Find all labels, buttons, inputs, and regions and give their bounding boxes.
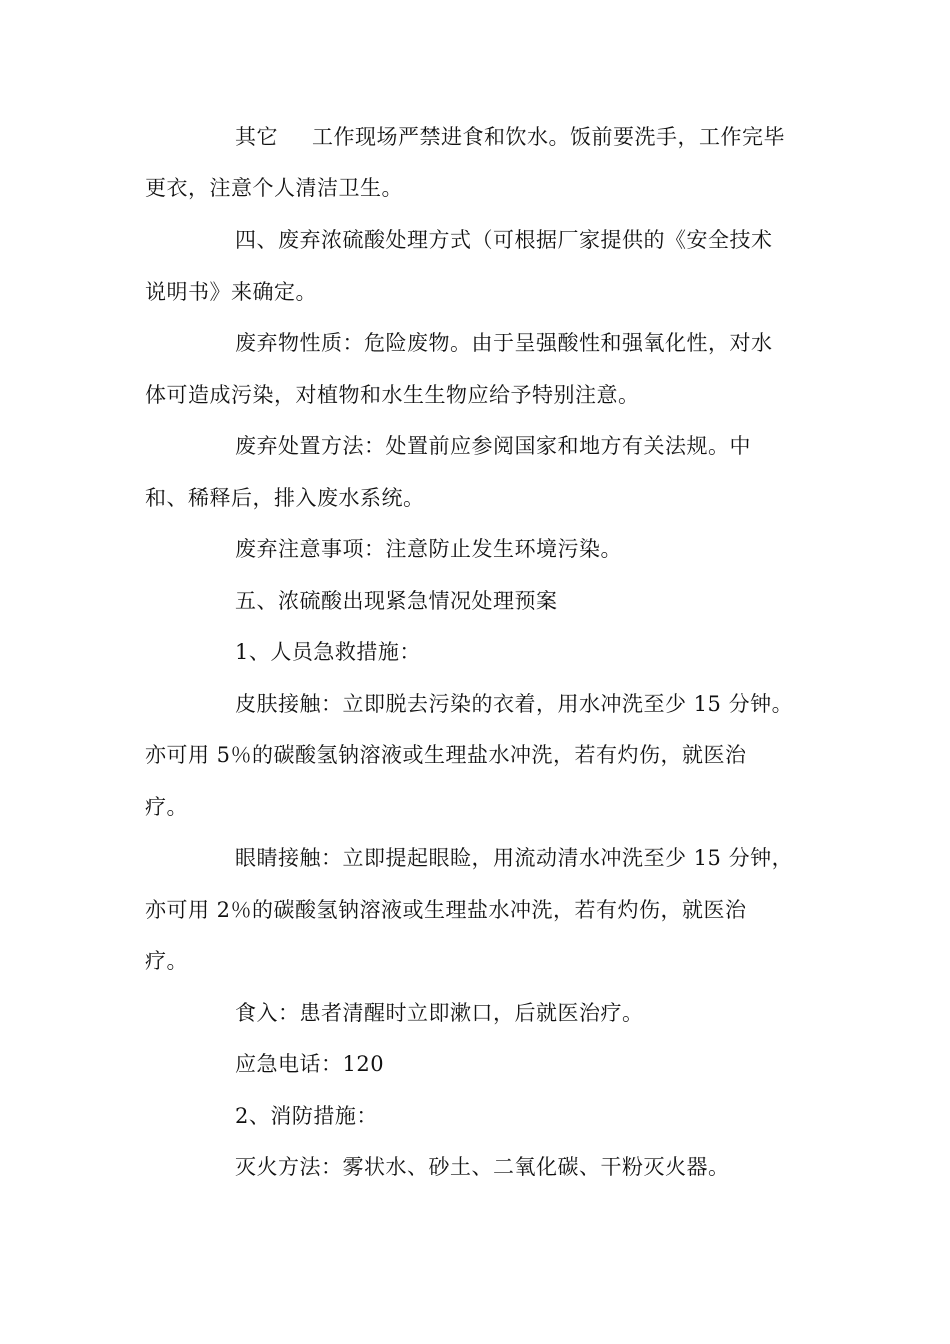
paragraph-other-line-1 <box>235 124 785 150</box>
disposal-notes-line: 废弃注意事项：注意防止发生环境污染。 <box>235 537 622 561</box>
section-five-heading: 五、浓硫酸出现紧急情况处理预案 <box>235 589 558 613</box>
skin-contact-line-2: 亦可用 5％的碳酸氢钠溶液或生理盐水冲洗，若有灼伤，就医治 <box>145 743 747 767</box>
eye-contact-line-2: 亦可用 2％的碳酸氢钠溶液或生理盐水冲洗，若有灼伤，就医治 <box>145 898 747 922</box>
emergency-phone-line: 应急电话：120 <box>235 1052 385 1076</box>
extinguishing-method-line: 灭火方法：雾状水、砂土、二氧化碳、干粉灭火器。 <box>235 1155 730 1179</box>
section-four-heading-line-1: 四、废弃浓硫酸处理方式（可根据厂家提供的《安全技术 <box>235 228 773 252</box>
paragraph-other-label: 其它 <box>235 125 278 149</box>
skin-contact-line-3: 疗。 <box>145 795 188 819</box>
waste-nature-line-1: 废弃物性质：危险废物。由于呈强酸性和强氧化性，对水 <box>235 331 773 355</box>
paragraph-other-text: 工作现场严禁进食和饮水。饭前要洗手，工作完毕 <box>312 125 785 149</box>
skin-contact-line-1: 皮肤接触：立即脱去污染的衣着，用水冲洗至少 15 分钟。 <box>235 692 794 716</box>
ingestion-line: 食入：患者清醒时立即漱口，后就医治疗。 <box>235 1001 644 1025</box>
first-aid-heading: 1、人员急救措施： <box>235 640 421 664</box>
fire-measures-heading: 2、消防措施： <box>235 1104 378 1128</box>
waste-nature-line-2: 体可造成污染，对植物和水生生物应给予特别注意。 <box>145 383 640 407</box>
disposal-method-line-2: 和、稀释后，排入废水系统。 <box>145 486 425 510</box>
disposal-method-line-1: 废弃处置方法：处置前应参阅国家和地方有关法规。中 <box>235 434 751 458</box>
eye-contact-line-1: 眼睛接触：立即提起眼睑，用流动清水冲洗至少 15 分钟， <box>235 846 794 870</box>
eye-contact-line-3: 疗。 <box>145 949 188 973</box>
section-four-heading-line-2: 说明书》来确定。 <box>145 280 317 304</box>
paragraph-other-line-2: 更衣，注意个人清洁卫生。 <box>145 176 403 200</box>
